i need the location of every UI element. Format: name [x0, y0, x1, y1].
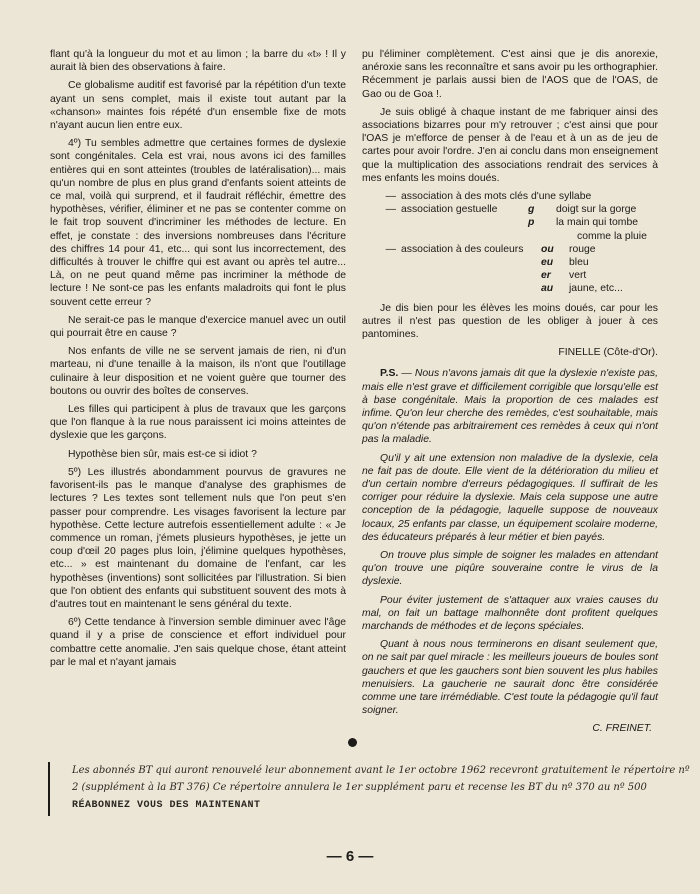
- ps-paragraph: P.S. — Nous n'avons jamais dit que la dyslexie n'existe pas, mais elle n'est grave et difficilement corrigible que lorsqu'elle est à base congénitale. Mais la proportion de ces malades est infime. Qu'on leur cherche des remèdes, c'est souhaitable, mais qu'on n'étende pas arbitrairement ces remèdes à ceux qui n'ont pas la maladie.: [362, 368, 658, 446]
- ps-paragraph: Pour éviter justement de s'attaquer aux vraies causes du mal, on fait un battage malhonnête dont profitent quelques marchands de méthodes et de leçons spéciales.: [362, 594, 658, 632]
- ps-signature: C. FREINET.: [592, 723, 652, 735]
- ps-paragraph: On trouve plus simple de soigner les malades en attendant qu'on trouve une piqûre souveraine contre le virus de la dyslexie.: [362, 549, 658, 588]
- list-item: p la main qui tombe: [528, 217, 639, 229]
- paragraph: Je dis bien pour les élèves les moins doués, car pour les autres il n'est pas question de les obliger à jouer à ces pantomines.: [362, 302, 658, 340]
- notice-emphasis: RÉABONNEZ VOUS DES MAINTENANT: [72, 800, 261, 811]
- right-column: [362, 48, 658, 736]
- ps-paragraph: Quant à nous nous terminerons en disant seulement que, on ne sait par quel miracle : les meilleurs joueurs de boules sont gauchers et que les gauchers sont bien souvent les plus habiles menuisiers. La gaucherie ne saurait donc être considérée comme une tare irrémédiable. C'est toute la pédagogie qu'il faut soigner.: [362, 639, 658, 717]
- paragraph: Hypothèse bien sûr, mais est-ce si idiot ?: [68, 448, 257, 460]
- ps-paragraph: Qu'il y ait une extension non maladive de la dyslexie, cela ne fait pas de doute. Elle vient de la détérioration du milieu et d'un certain nombre d'erreurs pédagogiques. Il suffirait de les corriger pour réduire la dyslexie. Mais cela suppose une autre conception de la pédagogie, laquelle suppose de nouveaux locaux, 25 enfants par classe, un équipement scolaire moderne, des éducateurs préparés à leur métier et bien payés.: [362, 452, 658, 543]
- paragraph: Les filles qui participent à plus de travaux que les garçons que l'on flanque à la rue nous paraissent ici moins atteintes de dyslexie que les garçons.: [50, 404, 346, 442]
- ps-label: P.S.: [380, 368, 399, 380]
- paragraph: flant qu'à la longueur du mot et au limon ; la barre du «t» ! Il y aurait là bien des observations à faire.: [50, 49, 346, 74]
- paragraph: 6º) Cette tendance à l'inversion semble diminuer avec l'âge quand il y a prise de conscience et effort individuel pour combattre cette anomalie. J'en sais quelque chose, étant atteint par le mal et n'ayant jamais: [50, 617, 346, 668]
- list-item: comme la pluie: [577, 230, 647, 242]
- postscript: [362, 367, 658, 735]
- association-list: [362, 190, 658, 296]
- paragraph: Nos enfants de ville ne se servent jamais de rien, ni d'un marteau, ni d'une tenaille à la maison, ils n'ont que l'outillage culinaire à leur disposition et ne voient guère que tourner des boutons ou ouvrir des boîtes de conserves.: [50, 346, 346, 397]
- list-item: — association à des couleurs ou rouge: [385, 243, 596, 255]
- list-item: au jaune, etc...: [541, 283, 623, 295]
- letter-signature: FINELLE (Côte-d'Or).: [558, 347, 658, 359]
- list-item: — association gestuelle g doigt sur la gorge: [385, 204, 637, 216]
- paragraph: pu l'éliminer complètement. C'est ainsi que je dis anorexie, anéroxie sans les reconnaître et sans avoir pu les orthographier. Récemment je parlais aussi bien de l'AOS que de l'OAS, de Gao ou de Goa !.: [362, 49, 658, 100]
- paragraph: Je suis obligé à chaque instant de me fabriquer ainsi des associations bizarres pour m'y retrouver ; c'est ainsi que pour l'OAS je m'efforce de penser à de l'eau et à un as de jeu de cartes pour avoir l'ordre. J'en ai conclu dans mon enseignement que la multiplication des associations rendrait des services à mes enfants les moins doués.: [362, 106, 658, 184]
- left-column: [50, 48, 346, 674]
- notice-text: Les abonnés BT qui auront renouvelé leur abonnement avant le 1er octobre 1962 recevront gratuitement le répertoire nº 2 (supplément à la BT 376) Ce répertoire annulera le 1er supplément paru et recense les BT du nº 370 au nº 500: [72, 765, 690, 793]
- list-item: — association à des mots clés d'une syllabe: [385, 191, 592, 203]
- paragraph: 4º) Tu sembles admettre que certaines formes de dyslexie sont congénitales. Cela est vrai, nous avons ici des familles entières qui en sont atteintes (troubles de latéralisation)... mais qu'un nombre de plus en plus grand d'enfants soient atteints de ce mal, voilà qui surprend, et il faudrait réfléchir, émettre des hypothèses, vérifier, éliminer et ne pas se contenter comme on le fait trop souvent d'incriminer les méthodes de lecture. En effet, je constate : des inversions nombreuses dans l'écriture des chiffres 14 pour 41, etc... qui sont lus incorrectement, des difficultés à trouver le chiffre qui est avant ou après tel autre... Là, on ne peut quand même pas incriminer la méthode de lecture ! Ne sont-ce pas les enfants maladroits qui font le plus souvent cette erreur ?: [50, 138, 346, 308]
- subscription-notice: [48, 762, 692, 816]
- paragraph: 5º) Les illustrés abondamment pourvus de gravures ne favorisent-ils pas le manque d'analyse des graphismes de lectures ? Les textes sont tellement nuls que l'on peut s'en passer pour comprendre. Les visages favorisent la lecture par hypothèse. Cette lecture autrefois essentiellement adulte : « Je commence un roman, j'émets plusieurs hypothèses, je jette un coup d'œil 20 pages plus loin, j'élimine quelques hypothèses, etc... » est maintenant du domaine de l'enfant, car les hypothèses (inventions) sont sollicitées par l'illustration. Si bien que l'on obtient des enfants qui substituent souvent des mots à d'autres tout en maintenant le sens général du texte.: [50, 466, 346, 610]
- paragraph: Ne serait-ce pas le manque d'exercice manuel avec un outil qui pourrait être en cause ?: [50, 314, 346, 340]
- separator-bullet-icon: [348, 738, 357, 747]
- paragraph: Ce globalisme auditif est favorisé par la répétition d'un texte ayant un sens complet, mais il existe tout autant par la «chanson» maintes fois répété d'un ensemble fixe de mots n'ayant aucun lien entre eux.: [50, 80, 346, 132]
- list-item: eu bleu: [541, 256, 589, 268]
- page-number: — 6 —: [326, 848, 374, 865]
- list-item: er vert: [541, 270, 587, 282]
